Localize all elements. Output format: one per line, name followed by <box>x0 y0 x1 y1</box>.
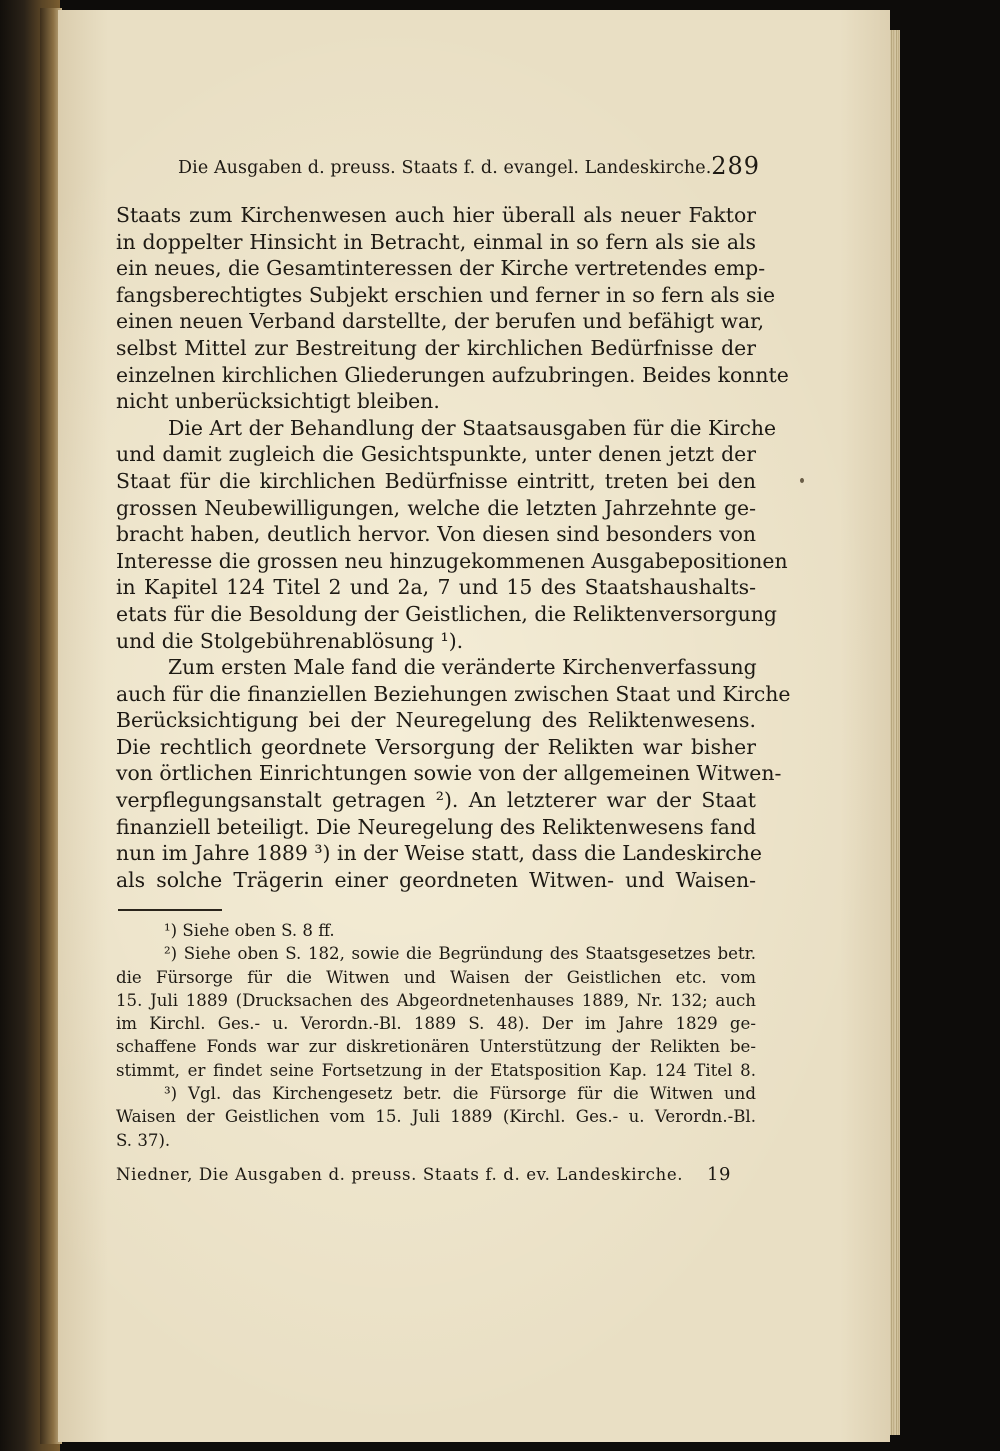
footnote-line: schaffene Fonds war zur diskretionären Unterstützung der Relikten be- <box>116 1037 756 1057</box>
footnote-line: S. 37). <box>116 1130 171 1150</box>
body-line: nicht unberücksichtigt bleiben. <box>116 389 440 414</box>
body-line: finanziell beteiligt. Die Neuregelung des Reliktenwesens fand <box>116 814 757 839</box>
body-line: einzelnen kirchlichen Gliederungen aufzubringen. Beides konnte <box>116 362 789 387</box>
footnote-line: 15. Juli 1889 (Drucksachen des Abgeordnetenhauses 1889, Nr. 132; auch <box>116 990 756 1010</box>
body-line: Interesse die grossen neu hinzugekommenen Ausgabepositionen <box>116 548 788 573</box>
body-line: nun im Jahre 1889 ³) in der Weise statt, dass die Landeskirche <box>116 841 762 866</box>
body-line: etats für die Besoldung der Geistlichen, die Reliktenversorgung <box>116 601 777 626</box>
body-text <box>116 202 791 893</box>
body-line: grossen Neubewilligungen, welche die letzten Jahrzehnte ge- <box>116 495 756 520</box>
body-line: Die Art der Behandlung der Staatsausgaben für die Kirche <box>168 415 777 440</box>
footnote-line: ²) Siehe oben S. 182, sowie die Begründung des Staatsgesetzes betr. <box>164 944 756 964</box>
body-line: und die Stolgebührenablösung ¹). <box>116 628 464 653</box>
body-line: ein neues, die Gesamtinteressen der Kirche vertretendes emp- <box>116 256 766 281</box>
signature-text: Niedner, Die Ausgaben d. preuss. Staats f. d. ev. Landeskirche. <box>116 1164 684 1184</box>
paper-speck <box>800 478 804 483</box>
body-line: von örtlichen Einrichtungen sowie von der allgemeinen Witwen- <box>116 761 782 786</box>
footnotes <box>116 919 756 1152</box>
body-line: in Kapitel 124 Titel 2 und 2a, 7 und 15 des Staatshaushalts- <box>116 575 756 600</box>
body-line: Zum ersten Male fand die veränderte Kirchenverfassung <box>168 655 757 680</box>
body-line: verpflegungsanstalt getragen ²). An letzterer war der Staat <box>116 788 756 813</box>
running-head <box>116 152 760 192</box>
body-line: Berücksichtigung bei der Neuregelung des Reliktenwesens. <box>116 708 756 733</box>
body-line: bracht haben, deutlich hervor. Von diesen sind besonders von <box>116 522 756 547</box>
body-line: in doppelter Hinsicht in Betracht, einmal in so fern als sie als <box>116 229 756 254</box>
body-line: und damit zugleich die Gesichtspunkte, unter denen jetzt der <box>116 442 756 467</box>
footnote-line: im Kirchl. Ges.- u. Verordn.-Bl. 1889 S. 48). Der im Jahre 1829 ge- <box>116 1014 756 1034</box>
running-title: Die Ausgaben d. preuss. Staats f. d. evangel. Landeskirche. <box>178 158 712 178</box>
body-line: als solche Trägerin einer geordneten Witwen- und Waisen- <box>116 867 756 892</box>
page-number: 289 <box>711 152 760 180</box>
body-line: einen neuen Verband darstellte, der berufen und befähigt war, <box>116 309 765 334</box>
body-line: fangsberechtigtes Subjekt erschien und ferner in so fern als sie <box>116 282 776 307</box>
footnote-line: ³) Vgl. das Kirchengesetz betr. die Fürsorge für die Witwen und <box>164 1084 756 1104</box>
body-line: Die rechtlich geordnete Versorgung der Relikten war bisher <box>116 734 756 759</box>
body-line: Staats zum Kirchenwesen auch hier überall als neuer Faktor <box>116 203 756 227</box>
footnote-line: ¹) Siehe oben S. 8 ff. <box>164 920 335 940</box>
text-column <box>116 152 791 1185</box>
body-line: selbst Mittel zur Bestreitung der kirchlichen Bedürfnisse der <box>116 335 756 360</box>
body-line: auch für die finanziellen Beziehungen zwischen Staat und Kirche <box>116 681 791 706</box>
footnote-rule <box>118 909 222 911</box>
body-line: Staat für die kirchlichen Bedürfnisse eintritt, treten bei den <box>116 468 756 493</box>
sheet-number: 19 <box>707 1163 732 1185</box>
signature-line <box>116 1164 756 1185</box>
footnote-line: die Fürsorge für die Witwen und Waisen der Geistlichen etc. vom <box>116 967 756 987</box>
footnote-line: Waisen der Geistlichen vom 15. Juli 1889 (Kirchl. Ges.- u. Verordn.-Bl. <box>116 1107 756 1127</box>
footnote-line: stimmt, er findet seine Fortsetzung in der Etatsposition Kap. 124 Titel 8. <box>116 1060 756 1080</box>
